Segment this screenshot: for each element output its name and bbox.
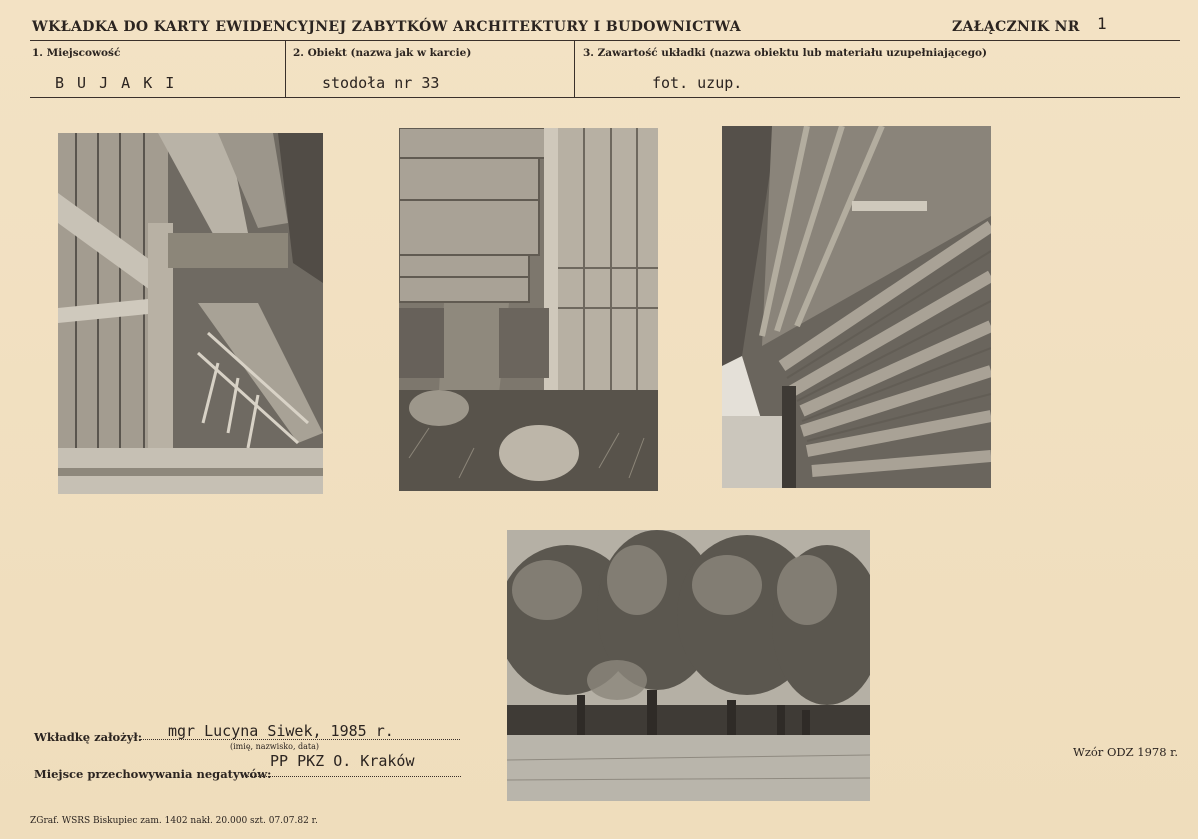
- object-label: 2. Obiekt (nazwa jak w karcie): [293, 47, 472, 59]
- photo-eaves: [58, 133, 323, 494]
- author-hint: (imię, nazwisko, data): [230, 742, 320, 751]
- header-rule: [30, 40, 1180, 41]
- storage-label: Miejsce przechowywania negatywów:: [34, 767, 272, 781]
- field-divider: [574, 41, 575, 97]
- printer-imprint: ZGraf. WSRS Biskupiec zam. 1402 nakł. 20.000 szt. 07.07.82 r.: [30, 816, 318, 826]
- content-value: fot. uzup.: [652, 74, 743, 92]
- author-dotline: [140, 739, 460, 740]
- attachment-number: 1: [1097, 14, 1107, 33]
- template-note: Wzór ODZ 1978 r.: [1073, 745, 1179, 759]
- field-divider: [285, 41, 286, 97]
- locality-value: B U J A K I: [55, 74, 177, 92]
- author-value: mgr Lucyna Siwek, 1985 r.: [168, 722, 394, 740]
- locality-label: 1. Miejscowość: [32, 47, 121, 59]
- photo-willow-trees: [507, 530, 870, 801]
- photo-log-wall-thatch: [722, 126, 991, 488]
- attachment-label: ZAŁĄCZNIK NR: [952, 19, 1080, 35]
- storage-dotline: [245, 776, 461, 777]
- author-label: Wkładkę założył:: [34, 730, 143, 744]
- object-value: stodoła nr 33: [322, 74, 440, 92]
- content-label: 3. Zawartość układki (nazwa obiektu lub materiału uzupełniającego): [583, 47, 988, 59]
- storage-value: PP PKZ O. Kraków: [270, 752, 415, 770]
- photo-log-corner: [399, 128, 658, 491]
- document-title: WKŁADKA DO KARTY EWIDENCYJNEJ ZABYTKÓW ARCHITEKTURY I BUDOWNICTWA: [32, 19, 741, 35]
- fields-rule: [30, 97, 1180, 98]
